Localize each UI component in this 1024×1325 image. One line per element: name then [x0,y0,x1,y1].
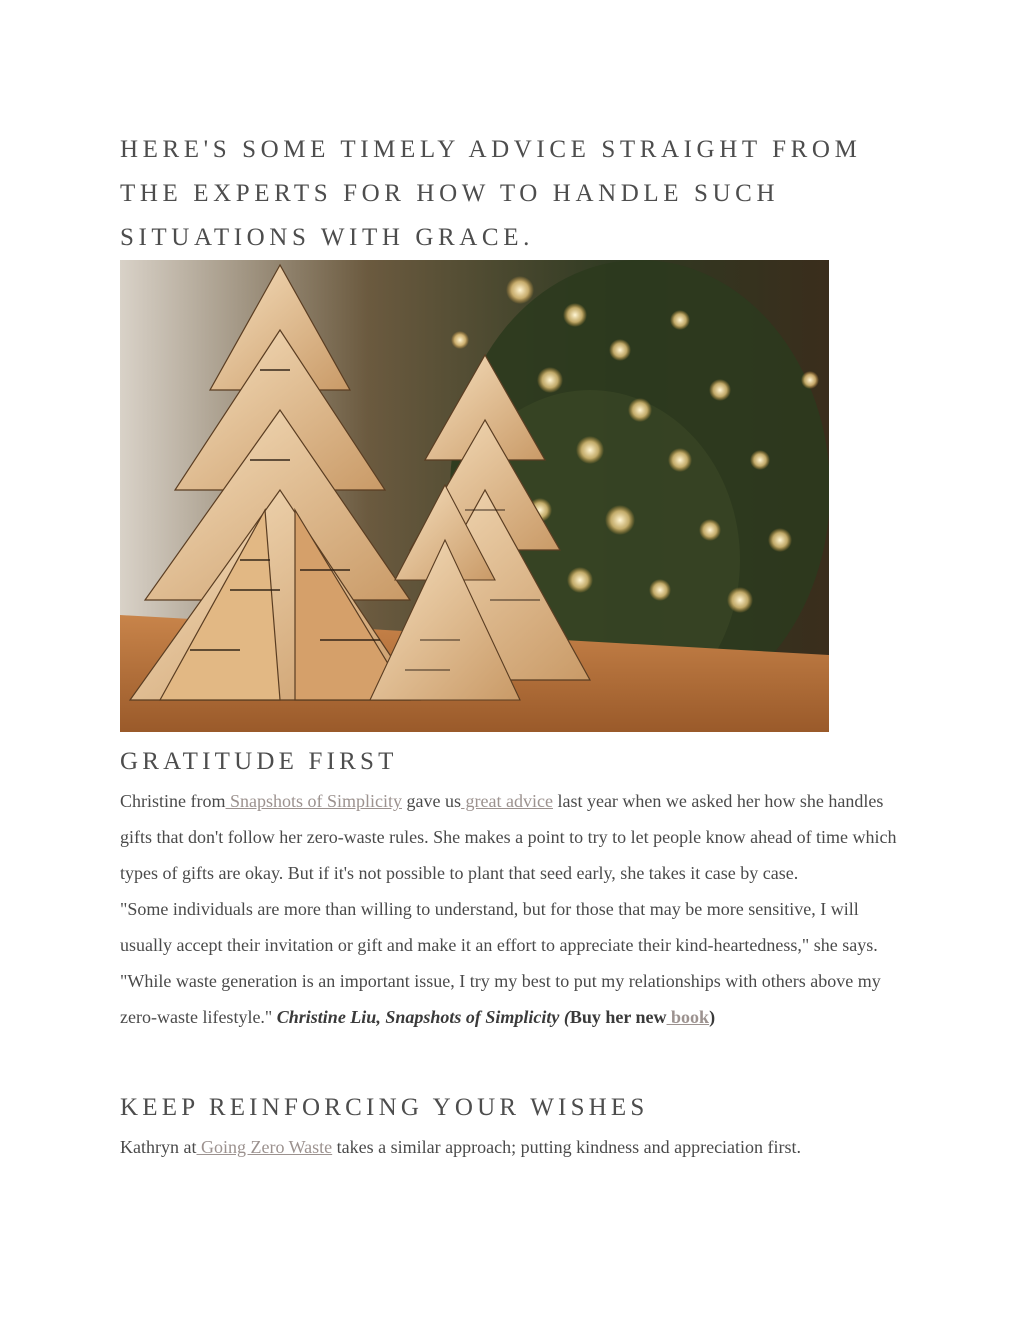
link-great-advice[interactable]: great advice [461,791,553,811]
link-going-zero-waste[interactable]: Going Zero Waste [196,1137,333,1157]
paragraph-kathryn [120,1129,910,1165]
link-snapshots-of-simplicity[interactable]: Snapshots of Simplicity [225,791,403,811]
buy-text: Buy her new [569,1007,667,1027]
headline: HERE'S SOME TIMELY ADVICE STRAIGHT FROM THE EXPERTS FOR HOW TO HANDLE SUCH SITUATIONS WITH GRACE. [120,136,862,251]
text: Kathryn at [120,1137,197,1157]
hero-image [120,260,829,732]
section-heading-keep-reinforcing: KEEP REINFORCING YOUR WISHES [120,1094,649,1121]
quote-text: "Some individuals are more than willing to understand, but for those that may be more sensitive, I will usually accept their invitation or gift and make it an effort to appreciate their kind-heartedness," she says. "While waste generation is an important issue, I try my best to put my relationships with others above my zero-waste lifestyle." [120,899,881,1027]
text: last year when we asked her how she handles gifts that don't follow her zero-waste rules. She makes a point to try to let people know ahead of time which types of gifts are okay. But if it's not possible to plant that seed early, she takes it case by case. [120,791,897,883]
quote-credit: Christine Liu, Snapshots of Simplicity ( [276,1007,570,1027]
close-paren: ) [709,1007,716,1027]
paper-christmas-trees-photo [120,260,829,732]
paragraph-christine-intro [120,783,910,891]
text: takes a similar approach; putting kindness and appreciation first. [332,1137,802,1157]
section-heading-gratitude-first: GRATITUDE FIRST [120,748,398,775]
paragraph-christine-quote [120,891,910,1035]
article [120,128,910,1165]
text: Christine from [120,791,226,811]
link-book[interactable]: book [666,1007,710,1027]
text: gave us [402,791,461,811]
